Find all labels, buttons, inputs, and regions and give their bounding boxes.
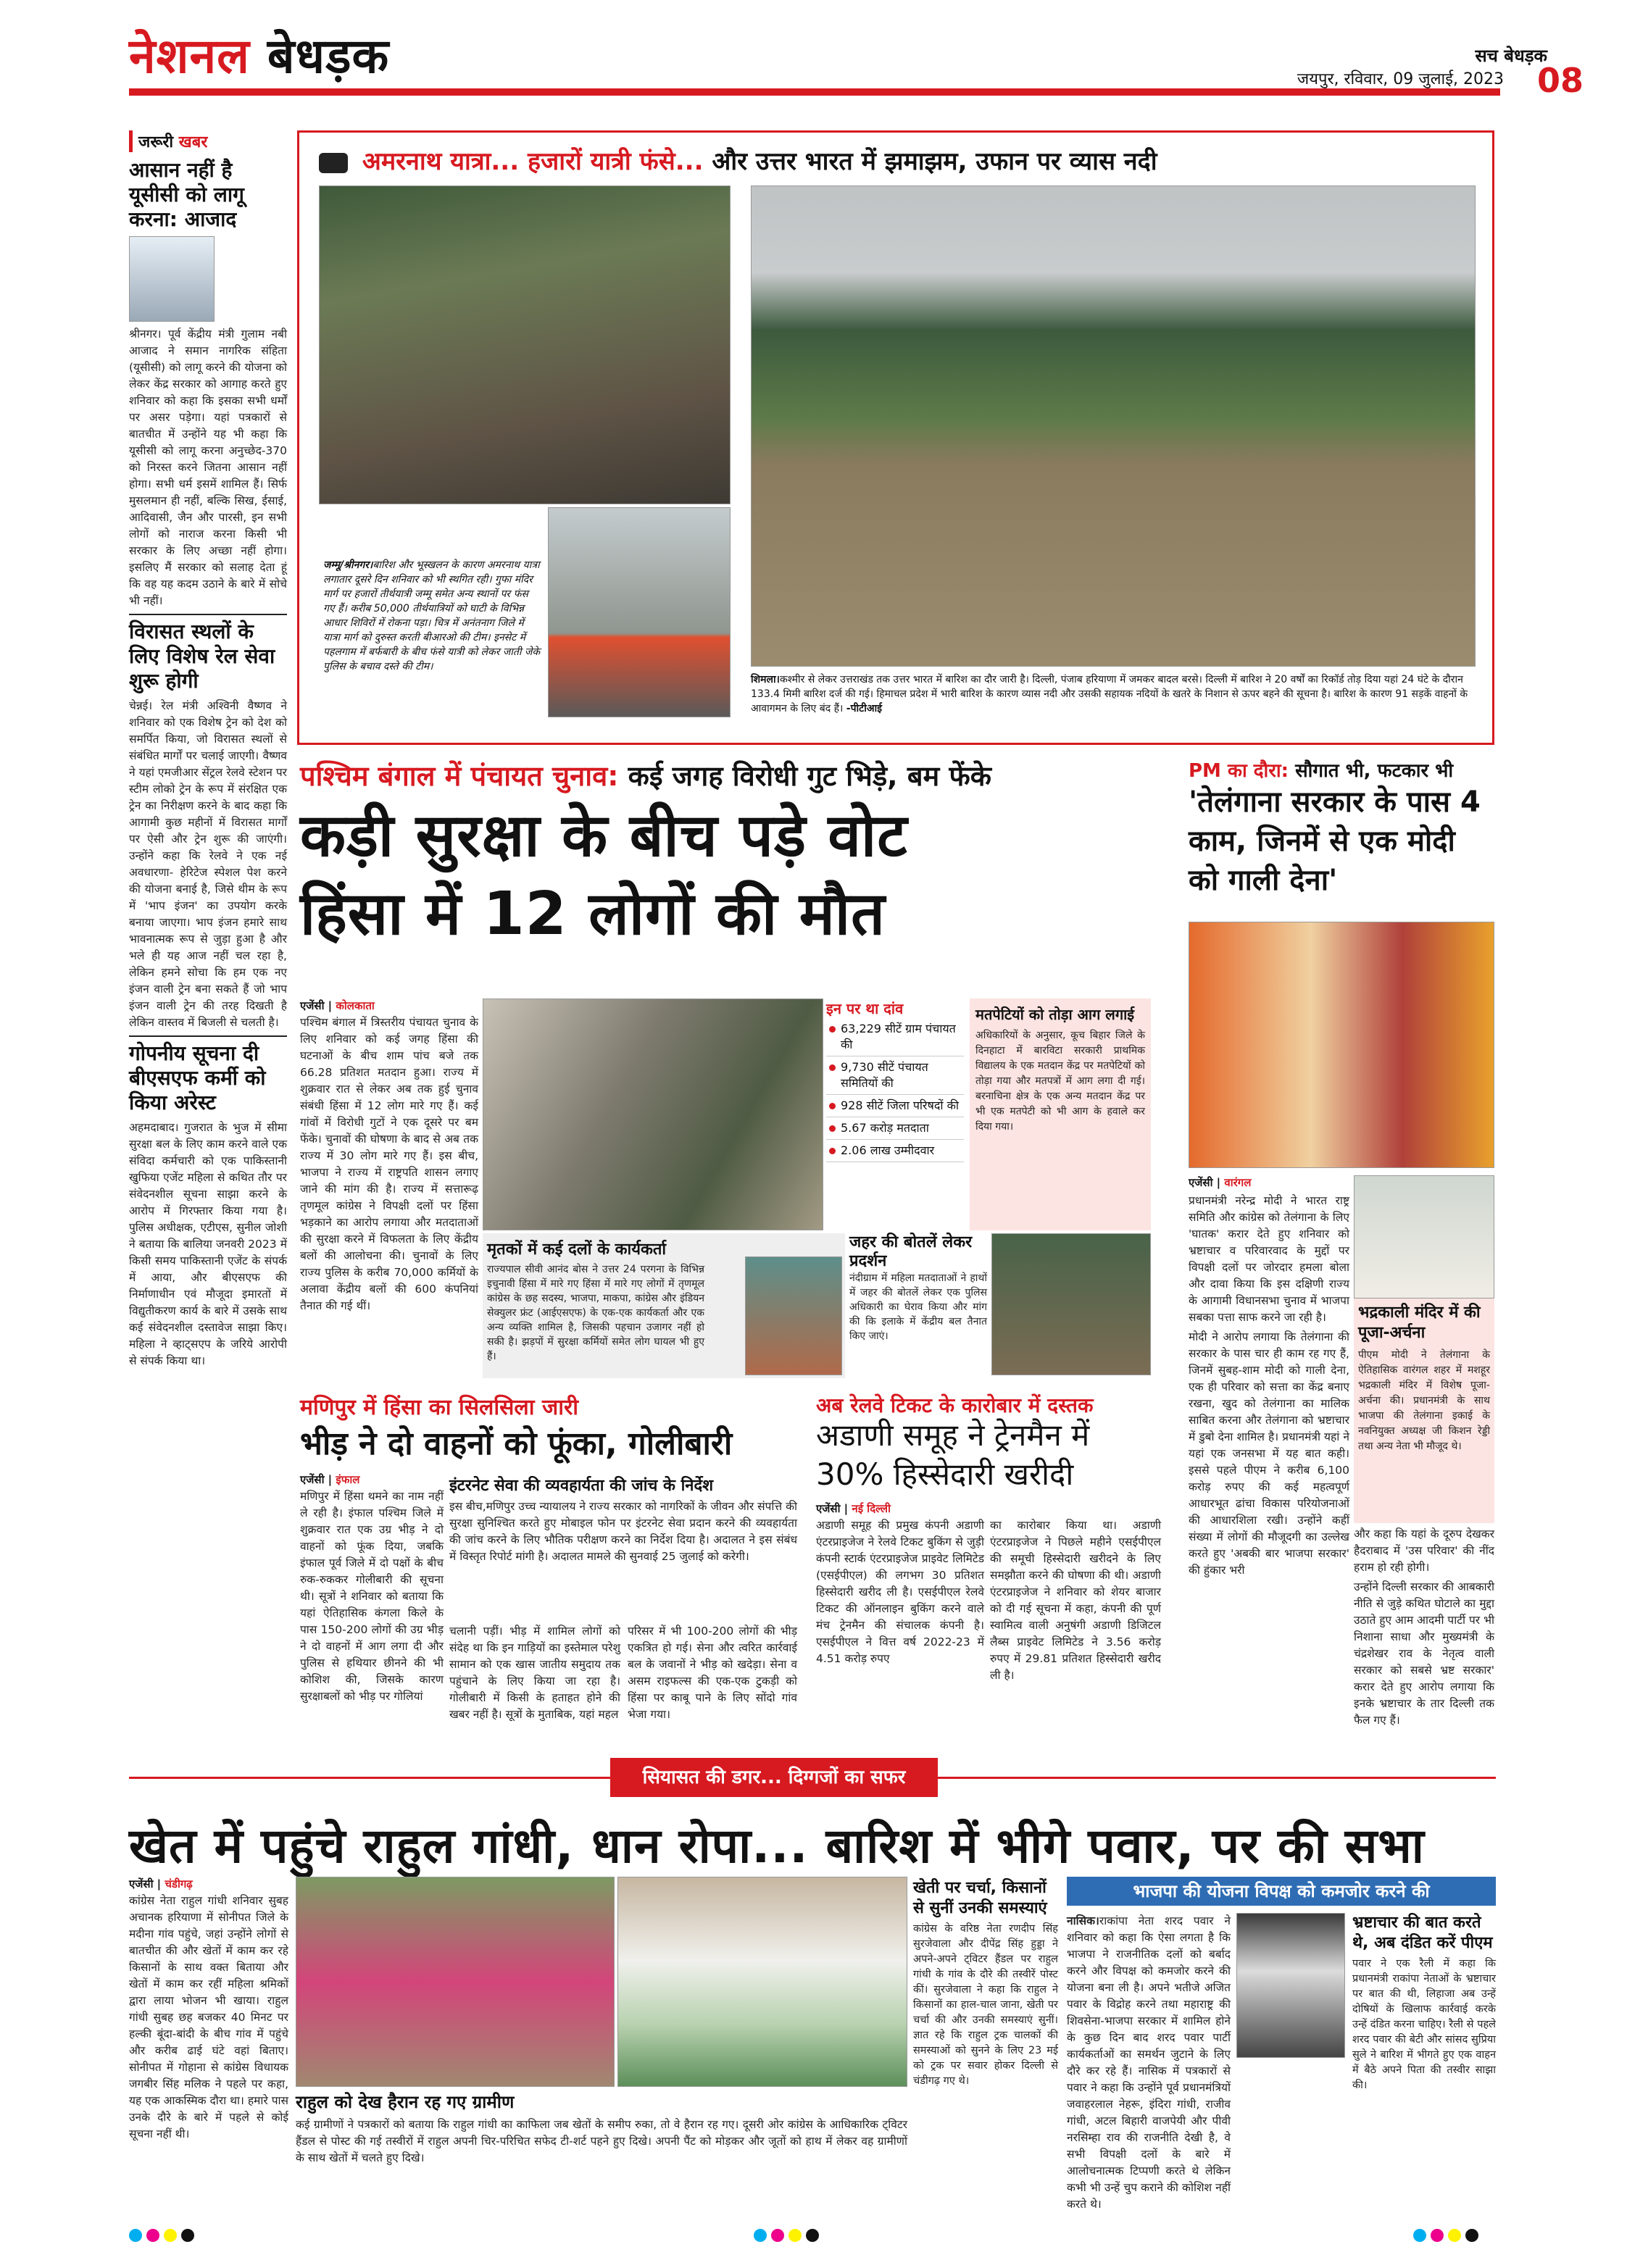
modi-speech-photo bbox=[1354, 1175, 1494, 1298]
adani-kicker: अब रेलवे टिकट के कारोबार में दस्तक bbox=[816, 1393, 1094, 1417]
villagers-title: राहुल को देख हैरान रह गए ग्रामीण bbox=[296, 2092, 515, 2112]
villagers-body: कई ग्रामीणों ने पत्रकारों को बताया कि राहुल गांधी का काफिला जब खेतों के समीप रुका, तो वे हैरान रह गए। दूसरी ओर कांग्रेस के आधिकारिक ट्विटर हैंडल से पोस्ट की गई तस्वीरों में राहुल अपनी चिर-परिचित सफेद टी-शर्ट पहने हुए दिखे। अपनी पैंट को मोड़कर और जूतों को हाथ में लेकर वह ग्रामीणों के साथ खेतों में चलते हुए दिखे। bbox=[296, 2118, 907, 2164]
stakes-title: इन पर था दांव bbox=[826, 1000, 904, 1017]
stakes-box bbox=[826, 998, 964, 1162]
manipur-kicker: मणिपुर में हिंसा का सिलसिला जारी bbox=[300, 1395, 579, 1420]
bengal-kicker: पश्चिम बंगाल में पंचायत चुनाव: कई जगह विरोधी गुट भिड़े, बम फेंके bbox=[300, 760, 991, 792]
story-body: चेन्नई। रेल मंत्री अश्विनी वैष्णव ने शनिवार को एक विशेष ट्रेन को देश को समर्पित किया, जो विरासत स्थलों से संबंधित मार्गों पर चलाई जाएगी। वैष्णव ने यहां एमजीआर सेंट्रल रेलवे स्टेशन पर स्टीम लोको ट्रेन के रूप में संरक्षित एक ट्रेन का निरीक्षण करने के बाद कहा कि आगामी कुछ महीनों में विरासत मार्गों पर ऐसी और ट्रेन शुरू की जाएंगी। उन्होंने कहा कि रेलवे ने एक नई अवधारणा- हेरिटेज स्पेशल पेश करने की योजना बनाई है, जिसे थीम के रूप में 'भाप इंजन' का उपयोग करके बनाया जाएगा। भाप इंजन हमारे साथ भावनात्मक रूप से जुड़ा हुआ है और भले ही यह आज नहीं चल रहा है, लेकिन हमने सोचा कि हम एक नए इंजन वाली ट्रेन बना सकते हैं जो भाप इंजन वाली ट्रेन की तरह दिखती है लेकिन वास्तव में बिजली से चलती है। bbox=[129, 699, 287, 1029]
injured-worker-photo bbox=[745, 1256, 842, 1375]
farm-body: कांग्रेस के वरिष्ठ नेता रणदीप सिंह सुरजेवाला और दीपेंद्र सिंह हुड्डा ने अपने-अपने ट्विटर हैंडल पर राहुल गांधी के गांव के दौरे की तस्वीरें पोस्ट कीं। सुरजेवाला ने कहा कि राहुल ने किसानों का हाल-चाल जाना, खेती पर चर्चा की और उनकी समस्याएं सुनीं। ज्ञात रहे कि राहुल ट्रक चालकों की समस्याओं को सुनने के लिए 23 मई को ट्रक पर सवार होकर दिल्ली से चंडीगढ़ गए थे। bbox=[913, 1923, 1058, 2087]
bro-team-photo bbox=[319, 185, 731, 504]
corrupt-title: भ्रष्टाचार की बात करते थे, अब दंडित करें पीएम bbox=[1352, 1914, 1493, 1952]
byline: एजेंसी | नई दिल्ली bbox=[816, 1502, 891, 1515]
ballot-body: अधिकारियों के अनुसार, कूच बिहार जिले के दिनहाटा में बारविटा सरकारी प्राथमिक विद्यालय के एक मतदान केंद्र पर मतपेटियों को तोड़ा गया और मतपत्रों में आग लगा दी गई। बरनाचिना क्षेत्र के एक अन्य मतदान केंद्र पर भी एक मतपेटी को भी आग के हवाले कर दिया गया। bbox=[975, 1030, 1145, 1133]
adani-body: का कारोबार किया था। अडाणी एंटरप्राइजेज ने पिछले महीने एसईपीएल की समूची हिस्सेदारी खरीदने के लिए समझौता करने की घोषणा की थी। अडाणी एंटरप्राइजेज ने शनिवार को शेयर बाजार को दी गई सूचना में कहा, कंपनी की पूर्ण स्वामित्व वाली अनुषंगी अडाणी डिजिटल लैब्स प्राइवेट लिमिटेड ने 3.56 करोड़ रुपए में 29.81 प्रतिशत हिस्सेदारी खरीद ली है। bbox=[990, 1519, 1161, 1682]
protest-photo bbox=[991, 1233, 1151, 1375]
issue-date: जयपुर, रविवार, 09 जुलाई, 2023 bbox=[1297, 70, 1504, 88]
section-label: जरूरी खबर bbox=[129, 130, 287, 152]
section-banner: सियासत की डगर... दिग्गजों का सफर bbox=[610, 1758, 938, 1797]
masthead-title: नेशनल बेधड़क bbox=[129, 28, 390, 84]
pawar-text-top: नासिक।राकांपा नेता शरद पवार ने शनिवार को कहा कि ऐसा लगता है कि भाजपा ने राजनीतिक दलों को बर्बाद करने और विपक्ष को कमजोर करने की योजना बना ली है। अपने भतीजे अजित पवार के विद्रोह करने तथा महाराष्ट्र की शिवसेना-भाजपा सरकार में शामिल होने के कुछ दिन बाद शरद पवार पार्टी कार्यकर्ताओं का समर्थन जुटाने के लिए दौरे कर रहे हैं। नासिक में पत्रकारों से पवार ने कहा कि उन्होंने पूर्व प्रधानमंत्रियों जवाहरलाल नेहरू, इंदिरा गांधी, राजीव गांधी, अटल बिहारी वाजपेयी और पीवी नरसिम्हा राव की राजनीति देखी है, वे सभी विपक्षी दलों के बारे में आलोचनात्मक टिप्पणी करते थे लेकिन कभी भी उन्हें चुप कराने की कोशिश नहीं करते थे। bbox=[1067, 1914, 1231, 2211]
corrupt-box bbox=[1352, 1913, 1496, 2093]
left-column bbox=[129, 130, 287, 1369]
rahul-villagers-photo bbox=[296, 1877, 615, 2087]
stake-item: 928 सीटें जिला परिषदों की bbox=[826, 1095, 964, 1117]
photo-caption: जम्मू/श्रीनगर।बारिश और भूस्खलन के कारण अमरनाथ यात्रा लगातार दूसरे दिन शनिवार को भी स्थगित रही। गुफा मंदिर मार्ग पर हजारों तीर्थयात्री जम्मू समेत अन्य स्थानों पर फंस गए हैं। करीब 50,000 तीर्थयात्रियों को घाटी के विभिन्न आधार शिविरों में रोकना पड़ा। चित्र में अनंतनाग जिले में यात्रा मार्ग को दुरुस्त करती बीआरओ की टीम। इनसेट में पहलगाम में बर्फबारी के बीच फंसे यात्री को लेकर जाती जेके पुलिस के बचाव दस्ते की टीम। bbox=[323, 559, 541, 672]
farm-box bbox=[913, 1878, 1058, 2089]
photo-caption: शिमला।कश्मीर से लेकर उत्तराखंड तक उत्तर भारत में बारिश का दौर जारी है। दिल्ली, पंजाब हरियाणा में जमकर बादल बरसे। दिल्ली में बारिश ने 20 वर्षों का रिकॉर्ड तोड़ दिया यहां 24 घंटे के दौरान 133.4 मिमी बारिश दर्ज की गई। हिमाचल प्रदेश में भारी बारिश के कारण व्यास नदी और उसकी सहायक नदियों के खतरे के निशान से ऊपर बहने की सूचना है। बारिश के कारण 91 सड़कें वाहनों के आवागमन के लिए बंद हैं। -पीटीआई bbox=[751, 674, 1468, 714]
amarnath-title: अमरनाथ यात्रा... हजारों यात्री फंसे... और उत्तर भारत में झमाझम, उफान पर व्यास नदी bbox=[319, 143, 1157, 177]
adani-headline: अडाणी समूह ने ट्रेनमैन में 30% हिस्सेदारी खरीदी bbox=[816, 1417, 1090, 1492]
pm-body-cont: और कहा कि यहां के दूरुप देखकर हैदराबाद में 'उस परिवार' की नींद हराम हो रही होगी। उन्होंने दिल्ली सरकार की आबकारी नीति से जुड़े कथित घोटाले का मुद्दा उठाते हुए आम आदमी पार्टी पर भी निशाना साधा और मुख्यमंत्री के चंद्रशेखर राव के नेतृत्व वाली सरकार को सबसे भ्रष्ट सरकार' करार देते हुए आरोप लगाया कि इनके भ्रष्टाचार के तार दिल्ली तक फैल गए हैं। bbox=[1354, 1527, 1494, 1727]
dead-body: राज्यपाल सीवी आनंद बोस ने उत्तर 24 परगना के विभिन्न इचुनावी हिंसा में मारे गए हिंसा में मारे गए लोगों में तृणमूल कांग्रेस के छह सदस्य, भाजपा, माकपा, कांग्रेस और इंडियन सेक्युलर फ्रंट (आईएसएफ) के एक-एक कार्यकर्ता और एक अन्य व्यक्ति शामिल है, जिसकी पहचान उजागर नहीं हो सकी है। झड़पों में सुरक्षा कर्मियों समेत लोग घायल भी हुए हैं। bbox=[487, 1264, 704, 1362]
pawar-car-photo bbox=[1236, 1913, 1345, 2058]
poison-body: नंदीग्राम में महिला मतदाताओं ने हाथों में जहर की बोतलें लेकर एक पुलिस अधिकारी का घेराव किया और मांग की कि इलाके में केंद्रीय बल तैनात किए जाएं। bbox=[849, 1272, 987, 1342]
temple-box bbox=[1354, 1298, 1494, 1523]
stake-item: 2.06 लाख उम्मीदवार bbox=[826, 1140, 964, 1162]
manipur-headline: भीड़ ने दो वाहनों को फूंका, गोलीबारी bbox=[300, 1425, 733, 1462]
stake-item: 9,730 सीटें पंचायत समितियों की bbox=[826, 1056, 964, 1095]
color-registration-marks bbox=[129, 2229, 194, 2242]
bengal-body: पश्चिम बंगाल में त्रिस्तरीय पंचायत चुनाव के लिए शनिवार को कई जगह हिंसा की घटनाओं के बीच शाम पांच बजे तक 66.28 प्रतिशत मतदान हुआ। राज्य में शुक्रवार रात से लेकर अब तक हुई चुनाव संबंधी हिंसा में 12 लोग मारे गए हैं। कई गांवों में विरोधी गुटों ने एक दूसरे पर बम फेंके। चुनावों की घोषणा के बाद से अब तक राज्य में 30 लोग मारे गए हैं। इस बीच, भाजपा ने राज्य में राष्ट्रपति शासन लगाए जाने की मांग की है। राज्य में सत्तारूढ़ तृणमूल कांग्रेस ने विपक्षी दलों पर हिंसा भड़काने का आरोप लगाया और मतदाताओं की सुरक्षा करने में विफलता के लिए केंद्रीय बलों की आलोचना की। चुनावों के लिए राज्य पुलिस के करीब 70,000 कर्मियों के अलावा केंद्रीय बलों की 600 कंपनियां तैनात की गई थीं। bbox=[300, 1016, 478, 1312]
story-headline: गोपनीय सूचना दी बीएसएफ कर्मी को किया अरेस्ट bbox=[129, 1035, 287, 1115]
manipur-body-cont: परिसर में भी 100-200 लोगों की भीड़ एकत्रित हो गई। सेना और त्वरित कार्रवाई बल के जवानों ने भीड़ को खदेड़ा। सेना व असम राइफल्स की एक-एक टुकड़ी को हिंसा पर काबू पाने के लिए सोंदो गांव भेजा गया। bbox=[628, 1625, 797, 1721]
stake-item: 5.67 करोड़ मतदाता bbox=[826, 1117, 964, 1140]
pm-temple-photo bbox=[1189, 922, 1494, 1168]
story-body: अहमदाबाद। गुजरात के भुज में सीमा सुरक्षा बल के लिए काम करने वाले एक संविदा कर्मचारी को एक पाकिस्तानी खुफिया एजेंट महिला से कथित तौर पर संवेदनशील सूचना साझा करने के आरोप में गिरफ्तार किया गया है। पुलिस अधीक्षक, एटीएस, सुनील जोशी ने बताया कि बालिया जनवरी 2023 में किसी समय पाकिस्तानी एजेंट के संपर्क में आया, और बीएसएफ की निर्माणाधीन एवं मौजूदा इमारतों में विद्युतीकरण कार्य के बारे में उसके साथ कई संवेदनशील दस्तावेज साझा किए। महिला ने व्हाट्सएप के जरिये आरोपी से संपर्क किया था। bbox=[129, 1121, 287, 1367]
byline: एजेंसी | इंफाल bbox=[300, 1473, 360, 1486]
beas-river-photo bbox=[751, 185, 1476, 667]
manipur-body: मणिपुर में हिंसा थमने का नाम नहीं ले रही है। इंफाल पश्चिम जिले में शुक्रवार रात एक उग्र भीड़ ने दो वाहनों को फूंक दिया, जबकि इंफाल पूर्व जिले में दो पक्षों के बीच रुक-रुककर गोलीबारी की सूचना थी। सूत्रों ने शनिवार को बताया कि यहां ऐतिहासिक कंगला किले के पास 150-200 लोगों की उग्र भीड़ ने दो वाहनों में आग लगा दी और पुलिस से हथियार छीनने की भी कोशिश की, जिसके कारण सुरक्षाबलों को भीड़ पर गोलियां bbox=[300, 1490, 444, 1703]
stake-item: 63,229 सीटें ग्राम पंचायत की bbox=[826, 1018, 964, 1056]
page-number: 08 bbox=[1536, 61, 1584, 100]
politics-headline: खेत में पहुंचे राहुल गांधी, धान रोपा... बारिश में भीगे पवार, पर की सभा bbox=[129, 1818, 1425, 1874]
pm-body: प्रधानमंत्री नरेन्द्र मोदी ने भारत राष्ट्र समिति और कांग्रेस को तेलंगाना के लिए 'घातक' करार देते हुए शनिवार को भ्रष्टाचार व परिवारवाद के मुद्दों पर विपक्षी दलों पर जोरदार हमला बोला और दावा किया कि इस दक्षिणी राज्य के आगामी विधानसभा चुनाव में भाजपा सबका पत्ता साफ करने जा रही है। मोदी ने आरोप लगाया कि तेलंगाना की सरकार के पास चार ही काम रह गए हैं, जिनमें सुबह-शाम मोदी को गाली देना, एक ही परिवार को सत्ता का केंद्र बनाए रखना, खुद को तेलंगाना का मालिक साबित करना और तेलंगाना को भ्रष्टाचार में डुबो देना शामिल है। प्रधानमंत्री यहां ने यहां एक जनसभा में यह बात कही। इससे पहले पीएम ने करीब 6,100 करोड़ रुपए की कई महत्वपूर्ण आधारभूत ढांचा विकास परियोजनाओं की आधारशिला रखी। उन्होंने कहीं संख्या में लोगों की मौजूदगी का उल्लेख करते हुए 'अबकी बार भाजपा सरकार' की हुंकार भरी bbox=[1189, 1194, 1349, 1577]
manipur-body-cont: चलानी पड़ीं। भीड़ में शामिल लोगों को संदेह था कि इन गाड़ियों का इस्तेमाल परेशु सामान को एक खास जातीय समुदाय तक पहुंचाने के लिए किया जा रहा है। गोलीबारी में किसी के हताहत होने की खबर नहीं है। सूत्रों के मुताबिक, यहां महल bbox=[449, 1625, 620, 1721]
story-headline: विरासत स्थलों के लिए विशेष रेल सेवा शुरू होगी bbox=[129, 614, 287, 693]
poison-title: जहर की बोतलें लेकर प्रदर्शन bbox=[849, 1233, 973, 1270]
color-registration-marks bbox=[1413, 2229, 1478, 2242]
ballot-box bbox=[970, 998, 1151, 1230]
azad-photo bbox=[129, 236, 215, 322]
temple-title: भद्रकाली मंदिर में की पूजा-अर्चना bbox=[1358, 1304, 1481, 1342]
internet-title: इंटरनेट सेवा की व्यवहार्यता की जांच के निर्देश bbox=[449, 1477, 714, 1495]
pm-kicker: PM का दौरा: सौगात भी, फटकार भी bbox=[1189, 760, 1454, 782]
adani-body: अडाणी समूह की प्रमुख कंपनी अडाणी एंटरप्राइजेज ने रेलवे टिकट बुकिंग से जुड़ी कंपनी स्टार्क एंटरप्राइजेज प्राइवेट लिमिटेड (एसईपीएल) की लगभग 30 प्रतिशत हिस्सेदारी खरीद ली है। एसईपीएल रेलवे टिकट की ऑनलाइन बुकिंग करने वाले मंच ट्रेनमैन की संचालक कंपनी है। एसईपीएल ने वित्त वर्ष 2022-23 में 4.51 करोड़ रुपए bbox=[816, 1519, 984, 1665]
rahul-field-photo bbox=[617, 1877, 907, 2087]
brand-name: सच बेधड़क bbox=[1475, 46, 1547, 66]
pm-headline: 'तेलंगाना सरकार के पास 4 काम, जिनमें से एक मोदी को गाली देना' bbox=[1189, 785, 1481, 897]
temple-body: पीएम मोदी ने तेलंगाना के ऐतिहासिक वारंगल शहर में मशहूर भद्रकाली मंदिर में विशेष पूजा-अर्चना की। प्रधानमंत्री के साथ भाजपा की तेलंगाना इकाई के नवनियुक्त अध्यक्ष जी किशन रेड्डी तथा अन्य नेता भी मौजूद थे। bbox=[1358, 1349, 1490, 1452]
story-headline: आसान नहीं है यूसीसी को लागू करना: आजाद bbox=[129, 158, 244, 231]
color-registration-marks bbox=[754, 2229, 819, 2242]
bengal-headline: कड़ी सुरक्षा के बीच पड़े वोट हिंसा में 12 लोगों की मौत bbox=[300, 801, 908, 949]
stakes-list bbox=[826, 1018, 964, 1162]
masthead-rule bbox=[129, 88, 1500, 96]
story-body: श्रीनगर। पूर्व केंद्रीय मंत्री गुलाम नबी आजाद ने समान नागरिक संहिता (यूसीसी) को लागू करने की योजना को लेकर केंद्र सरकार को आगाह करते हुए शनिवार को कहा कि इसका सभी धर्मों पर असर पड़ेगा। यहां पत्रकारों से बातचीत में उन्होंने यह भी कहा कि यूसीसी को लागू करना अनुच्छेद-370 को निरस्त करने जितना आसान नहीं होगा। सभी धर्म इसमें शामिल हैं। सिर्फ मुसलमान ही नहीं, बल्कि सिख, ईसाई, आदिवासी, जैन और पारसी, इन सभी लोगों को नाराज करना किसी भी सरकार के लिए अच्छा नहीं होगा। इसलिए मैं सरकार को सलाह देता हूं कि वह यह कदम उठाने के बारे में सोचे भी नहीं। bbox=[129, 328, 287, 607]
dead-title: मृतकों में कई दलों के कार्यकर्ता bbox=[487, 1241, 667, 1259]
byline: एजेंसी | चंडीगढ़ bbox=[129, 1877, 193, 1890]
poison-box bbox=[849, 1233, 987, 1343]
masthead-info bbox=[1297, 43, 1547, 89]
villagers-box bbox=[296, 2090, 907, 2167]
byline: एजेंसी | कोलकाता bbox=[300, 999, 375, 1012]
bjp-bar: भाजपा की योजना विपक्ष को कमजोर करने की bbox=[1067, 1877, 1496, 1906]
farm-title: खेती पर चर्चा, किसानों से सुनीं उनकी समस्याएं bbox=[913, 1879, 1047, 1917]
internet-body: इस बीच,मणिपुर उच्च न्यायालय ने राज्य सरकार को नागरिकों के जीवन और संपत्ति की सुरक्षा सुनिश्चित करते हुए मोबाइल फोन पर इंटरनेट सेवा प्रदान करने की व्यवहार्यता की जांच करने के लिए भौतिक परीक्षण करने का निर्देश दिया है। अदालत ने इस संबंध में विस्तृत रिपोर्ट मांगी है। अदालत मामले की सुनवाई 25 जुलाई को करेगी। bbox=[449, 1500, 797, 1563]
byline: एजेंसी | वारंगल bbox=[1189, 1176, 1252, 1189]
camera-icon bbox=[319, 153, 348, 173]
internet-box bbox=[449, 1474, 797, 1565]
polling-booth-photo bbox=[483, 998, 823, 1230]
rescue-inset-photo bbox=[548, 507, 731, 717]
ballot-title: मतपेटियों को तोड़ा आग लगाई bbox=[975, 1006, 1135, 1023]
rahul-body: कांग्रेस नेता राहुल गांधी शनिवार सुबह अचानक हरियाणा में सोनीपत जिले के मदीना गांव पहुंचे, जहां उन्होंने लोगों से बातचीत की और खेतों में काम कर रहे किसानों के साथ वक्त बिताया और खेतों में काम कर रहीं महिला श्रमिकों द्वारा लाया भोजन भी खाया। राहुल गांधी सुबह छह बजकर 40 मिनट पर हल्की बूंदा-बांदी के बीच गांव में पहुंचे और करीब ढाई घंटे वहां बिताए। सोनीपत में गोहाना से कांग्रेस विधायक जगबीर सिंह मलिक ने पहले पर कहा, यह एक आकस्मिक दौरा था। हमारे पास उनके दौरे के बारे में पहले से कोई सूचना नहीं थी। bbox=[129, 1894, 288, 2140]
corrupt-body: पवार ने एक रैली में कहा कि प्रधानमंत्री राकांपा नेताओं के भ्रष्टाचार पर बात की थी, लिहाजा अब उन्हें दोषियों के खिलाफ कार्रवाई करके उन्हें दंडित करना चाहिए। रैली से पहले शरद पवार की बेटी और सांसद सुप्रिया सुले ने बारिश में भीगते हुए एक वाहन में बैठे अपने पिता की तस्वीर साझा की। bbox=[1352, 1958, 1496, 2091]
